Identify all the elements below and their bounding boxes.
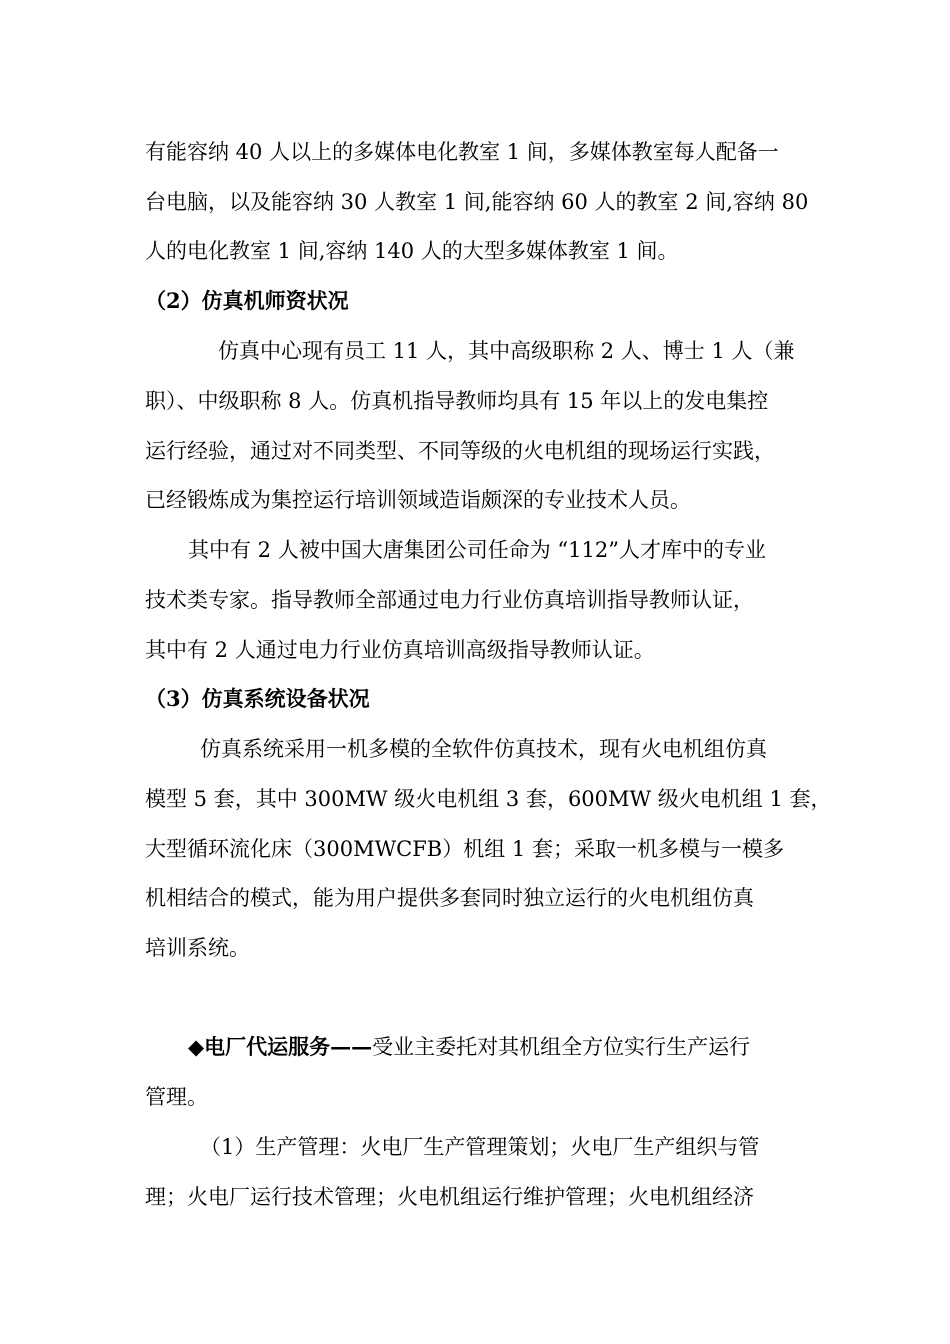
para2-line3: 运行经验，通过对不同类型、不同等级的火电机组的现场运行实践， [145,439,775,463]
para3-line3: 其中有 2 人通过电力行业仿真培训高级指导教师认证。 [145,638,655,662]
para2-line2: 职）、中级职称 8 人。仿真机指导教师均具有 15 年以上的发电集控 [145,389,769,413]
para2-line1: 仿真中心现有员工 11 人，其中高级职称 2 人、博士 1 人（兼 [218,339,795,363]
diamond-bullet-icon: ◆ [188,1035,205,1059]
para3-line2: 技术类专家。指导教师全部通过电力行业仿真培训指导教师认证， [145,588,754,612]
para4-line1: 仿真系统采用一机多模的全软件仿真技术，现有火电机组仿真 [200,737,767,761]
para2-line4: 已经锻炼成为集控运行培训领域造诣颇深的专业技术人员。 [145,488,691,512]
section-title: 电厂代运服务—— [204,1034,373,1059]
heading-equipment: （3）仿真系统设备状况 [145,686,370,711]
para4-line4: 机相结合的模式，能为用户提供多套同时独立运行的火电机组仿真 [145,886,754,910]
para5-line1: （1）生产管理：火电厂生产管理策划；火电厂生产组织与管 [200,1135,760,1159]
para4-line2: 模型 5 套，其中 300MW 级火电机组 3 套，600MW 级火电机组 1 套， [145,787,832,811]
section-desc-line2: 管理。 [145,1085,208,1109]
para5-line2: 理；火电厂运行技术管理；火电机组运行维护管理；火电机组经济 [145,1185,754,1209]
section-plant-operation [188,1032,750,1062]
para3-line1: 其中有 2 人被中国大唐集团公司任命为 “112”人才库中的专业 [188,538,766,562]
para4-line3: 大型循环流化床（300MWCFB）机组 1 套；采取一机多模与一模多 [145,837,784,861]
para1-line2: 台电脑，以及能容纳 30 人教室 1 间,能容纳 60 人的教室 2 间,容纳 80 [145,190,809,214]
heading-teachers: （2）仿真机师资状况 [145,288,349,313]
para1-line3: 人的电化教室 1 间,容纳 140 人的大型多媒体教室 1 间。 [145,239,679,263]
para1-line1: 有能容纳 40 人以上的多媒体电化教室 1 间，多媒体教室每人配备一 [145,140,779,164]
para4-line5: 培训系统。 [145,936,250,960]
section-desc: 受业主委托对其机组全方位实行生产运行 [372,1035,751,1059]
